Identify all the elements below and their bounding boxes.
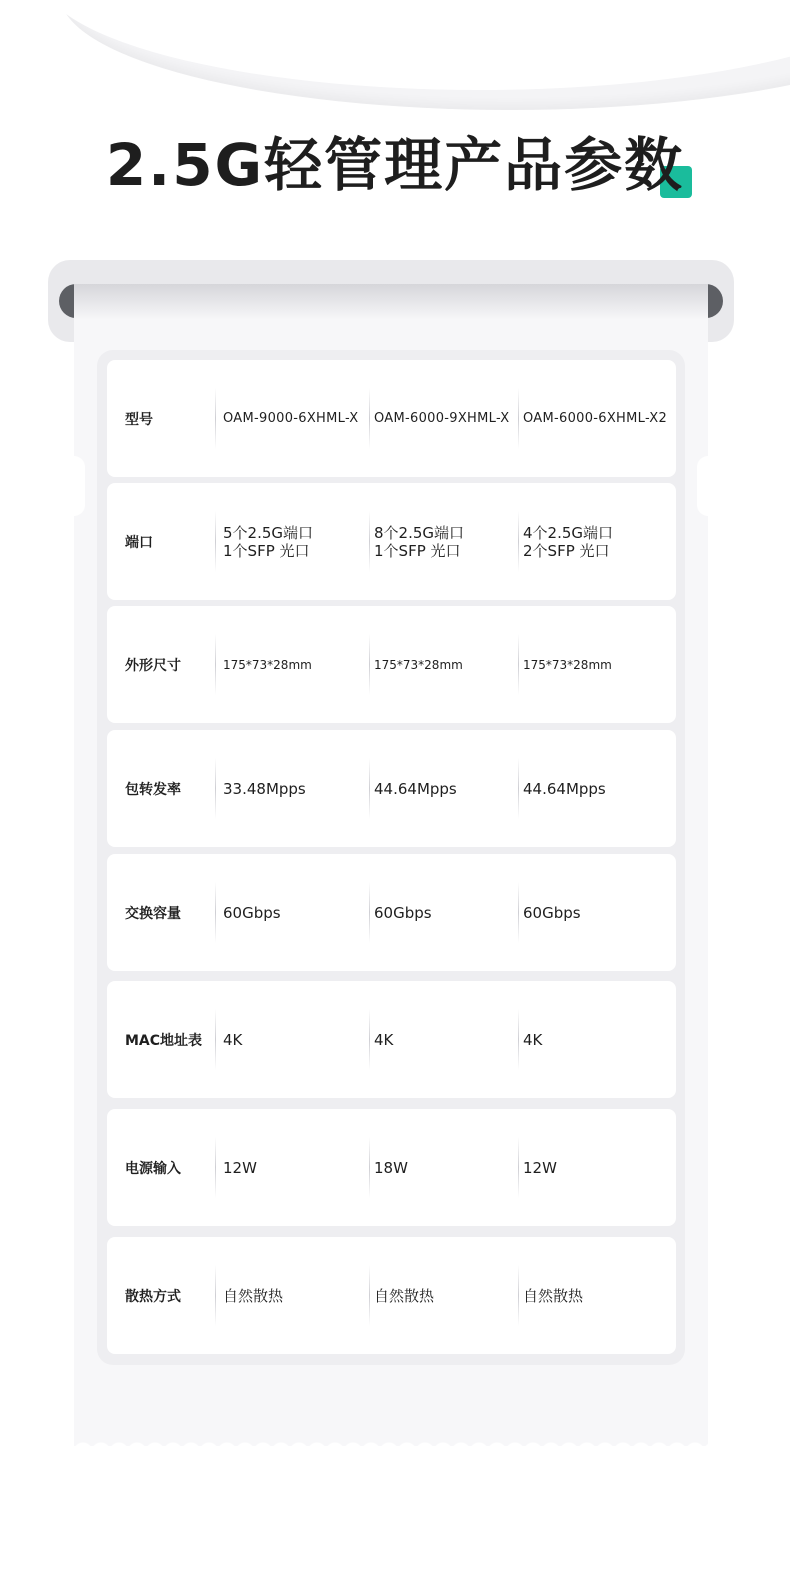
table-cell	[223, 360, 359, 477]
table-cell	[523, 606, 612, 723]
table-cell	[523, 1109, 557, 1226]
column-divider	[369, 882, 370, 943]
table-cell	[223, 981, 242, 1098]
table-cell	[223, 1237, 283, 1354]
table-row	[107, 606, 676, 723]
cell-text: 自然散热	[374, 1286, 435, 1305]
column-divider	[215, 388, 216, 449]
paper-shadow	[74, 284, 708, 320]
table-row	[107, 981, 676, 1098]
column-divider	[518, 1137, 519, 1198]
row-label: MAC地址表	[125, 1032, 203, 1049]
column-divider	[215, 1009, 216, 1070]
table-cell	[523, 854, 581, 971]
column-divider	[369, 1265, 370, 1326]
cell-text: OAM-6000-6XHML-X2	[523, 410, 668, 426]
table-cell	[374, 730, 457, 847]
column-divider	[518, 511, 519, 572]
cell-text: 4K	[523, 1030, 543, 1049]
cell-text: 2个SFP 光口	[523, 541, 610, 560]
table-cell	[374, 854, 432, 971]
table-cell	[523, 360, 667, 477]
cell-text: 5个2.5G端口	[223, 523, 314, 542]
cell-text: 自然散热	[223, 1286, 284, 1305]
row-label: 电源输入	[125, 1160, 181, 1177]
cell-text: OAM-9000-6XHML-X	[223, 410, 359, 426]
column-divider	[518, 882, 519, 943]
table-row	[107, 730, 676, 847]
cell-text: 60Gbps	[223, 903, 281, 922]
table-cell	[374, 606, 463, 723]
column-divider	[518, 1265, 519, 1326]
paper-notch-right	[697, 456, 719, 516]
table-cell	[223, 606, 312, 723]
column-divider	[215, 758, 216, 819]
cell-text: 33.48Mpps	[223, 779, 306, 798]
column-divider	[518, 634, 519, 695]
column-divider	[369, 1009, 370, 1070]
column-divider	[518, 1009, 519, 1070]
cell-text: 12W	[223, 1158, 257, 1177]
table-cell	[223, 483, 313, 600]
decorative-top-curve-mask	[40, 0, 790, 90]
table-row	[107, 854, 676, 971]
cell-text: 4K	[223, 1030, 243, 1049]
table-row	[107, 360, 676, 477]
title-area	[0, 118, 790, 202]
cell-text: 1个SFP 光口	[223, 541, 310, 560]
column-divider	[369, 1137, 370, 1198]
cell-text: 44.64Mpps	[374, 779, 457, 798]
cell-text: 4个2.5G端口	[523, 523, 614, 542]
column-divider	[518, 758, 519, 819]
table-cell	[523, 981, 542, 1098]
table-cell	[523, 1237, 583, 1354]
table-cell	[374, 1109, 408, 1226]
row-label: 散热方式	[125, 1288, 181, 1305]
paper-notch-left	[63, 456, 85, 516]
table-cell	[523, 730, 606, 847]
table-cell	[374, 483, 464, 600]
cell-text: 44.64Mpps	[523, 779, 606, 798]
table-row	[107, 483, 676, 600]
row-label: 端口	[125, 534, 153, 551]
page-title	[106, 118, 684, 202]
column-divider	[369, 511, 370, 572]
paper-torn-edge	[74, 1432, 708, 1452]
cell-text: 4K	[374, 1030, 394, 1049]
column-divider	[215, 511, 216, 572]
column-divider	[369, 758, 370, 819]
column-divider	[369, 388, 370, 449]
cell-text: 12W	[523, 1158, 557, 1177]
cell-text: 18W	[374, 1158, 408, 1177]
row-label: 交换容量	[125, 905, 181, 922]
table-cell	[523, 483, 613, 600]
row-label: 外形尺寸	[125, 657, 181, 674]
cell-text: 自然散热	[523, 1286, 584, 1305]
table-row	[107, 1109, 676, 1226]
table-cell	[223, 1109, 257, 1226]
cell-text: 175*73*28mm	[223, 657, 312, 672]
cell-text: 60Gbps	[374, 903, 432, 922]
page-title-text: 2.5G轻管理产品参数	[105, 131, 685, 199]
cell-text: 175*73*28mm	[374, 657, 463, 672]
cell-text: 8个2.5G端口	[374, 523, 465, 542]
table-cell	[374, 981, 393, 1098]
cell-text: 60Gbps	[523, 903, 581, 922]
table-cell	[223, 854, 281, 971]
table-row	[107, 1237, 676, 1354]
cell-text: 175*73*28mm	[523, 657, 612, 672]
table-cell	[223, 730, 306, 847]
cell-text: 1个SFP 光口	[374, 541, 461, 560]
table-cell	[374, 360, 510, 477]
row-label: 型号	[125, 411, 153, 428]
table-cell	[374, 1237, 434, 1354]
column-divider	[215, 634, 216, 695]
column-divider	[215, 882, 216, 943]
column-divider	[369, 634, 370, 695]
column-divider	[215, 1265, 216, 1326]
column-divider	[518, 388, 519, 449]
cell-text: OAM-6000-9XHML-X	[374, 410, 510, 426]
row-label: 包转发率	[125, 781, 181, 798]
column-divider	[215, 1137, 216, 1198]
